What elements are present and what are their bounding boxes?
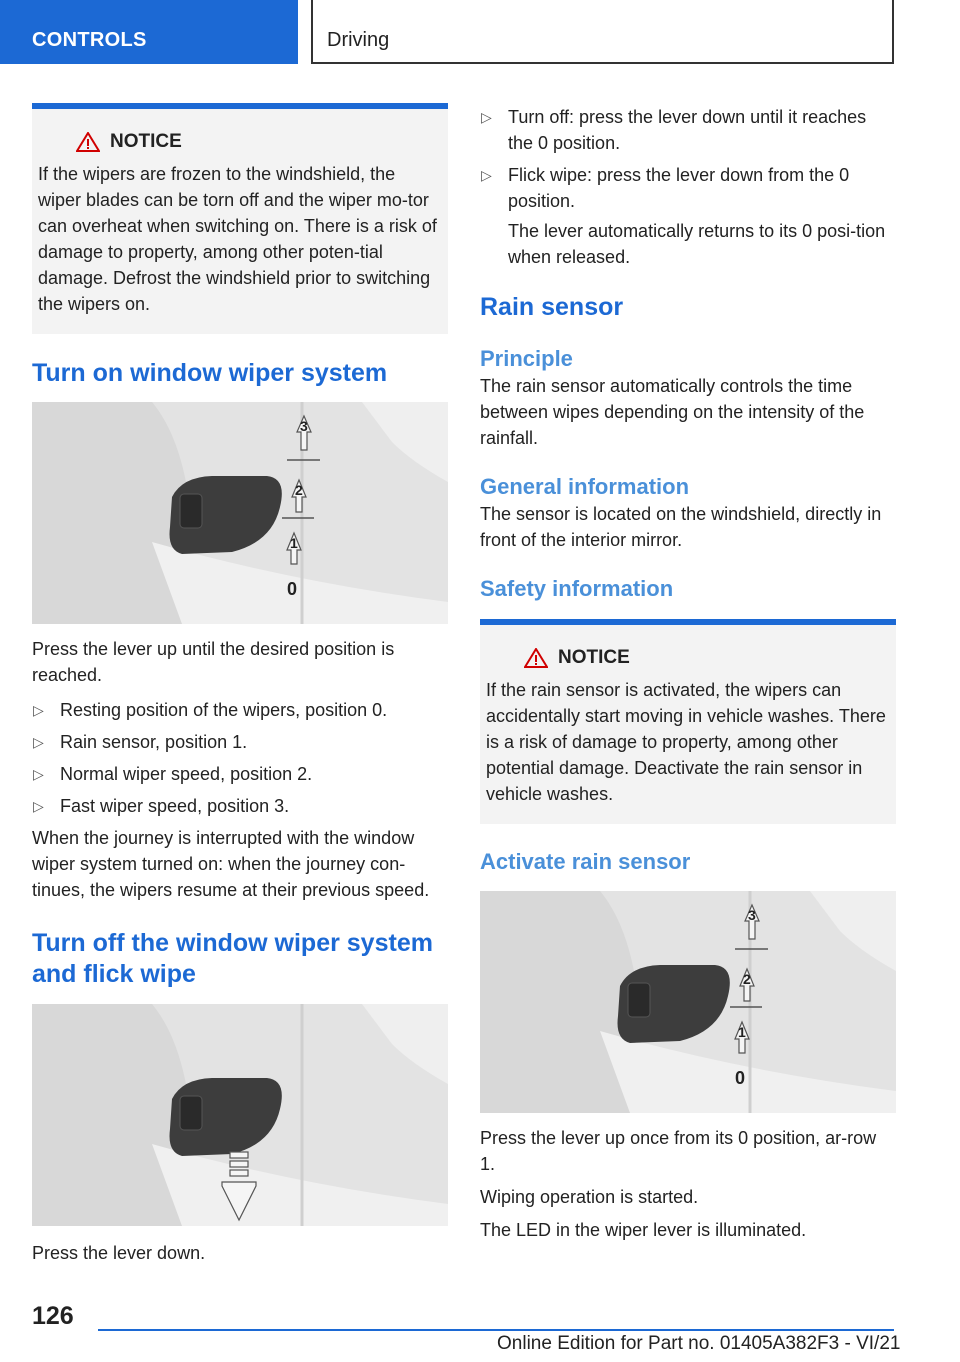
figure-wiper-lever-down bbox=[32, 1004, 448, 1226]
triangle-bullet-icon: ▷ bbox=[33, 734, 44, 750]
triangle-bullet-icon: ▷ bbox=[481, 109, 492, 125]
positions-list bbox=[32, 697, 448, 819]
heading-activate-rain-sensor: Activate rain sensor bbox=[480, 849, 691, 874]
right-column bbox=[480, 104, 896, 1243]
list-item: ▷ Resting position of the wipers, position 0. bbox=[32, 697, 448, 723]
triangle-bullet-icon: ▷ bbox=[33, 766, 44, 782]
fig3-label-1: 1 bbox=[738, 1024, 746, 1040]
left-column bbox=[32, 103, 448, 1266]
heading-safety-info: Safety information bbox=[480, 576, 674, 601]
header-section-tab bbox=[0, 0, 298, 64]
triangle-bullet-icon: ▷ bbox=[481, 167, 492, 183]
text-press-up: Press the lever up until the desired position is reached. bbox=[32, 639, 395, 685]
warning-icon bbox=[76, 132, 100, 152]
heading-turn-on: Turn on window wiper system bbox=[32, 359, 388, 387]
text-journey: When the journey is interrupted with the window wiper system turned on: when the journey con-tinues, the wipers resume at their previous speed. bbox=[32, 828, 430, 900]
wiper-lever-illustration bbox=[480, 891, 896, 1113]
list-item: ▷ Turn off: press the lever down until it reaches the 0 position. bbox=[480, 104, 896, 156]
fig1-label-2: 2 bbox=[295, 482, 303, 498]
heading-turn-off: Turn off the window wiper system and flick wipe bbox=[32, 929, 433, 988]
wiper-lever-down-illustration bbox=[32, 1004, 448, 1226]
notice-box-rain-sensor bbox=[480, 619, 896, 824]
fig1-label-0: 0 bbox=[287, 579, 298, 599]
footer-edition: Online Edition for Part no. 01405A382F3 - VI/21 bbox=[497, 1333, 901, 1354]
text-led: The LED in the wiper lever is illuminated. bbox=[480, 1220, 807, 1240]
heading-general-info: General information bbox=[480, 474, 690, 499]
notice-title: NOTICE bbox=[526, 647, 890, 669]
fig1-label-3: 3 bbox=[300, 418, 308, 434]
text-press-down: Press the lever down. bbox=[32, 1243, 206, 1263]
text-principle: The rain sensor automatically controls the time between wipes depending on the intensity of the rainfall. bbox=[480, 376, 865, 448]
wiper-lever-illustration bbox=[32, 402, 448, 624]
heading-rain-sensor: Rain sensor bbox=[480, 293, 624, 321]
list-item: ▷ Rain sensor, position 1. bbox=[32, 729, 448, 755]
list-item: ▷ Flick wipe: press the lever down from the 0 position. bbox=[480, 162, 896, 214]
list-item: ▷ Normal wiper speed, position 2. bbox=[32, 761, 448, 787]
triangle-bullet-icon: ▷ bbox=[33, 702, 44, 718]
text-press-once: Press the lever up once from its 0 position, ar-row 1. bbox=[480, 1128, 877, 1174]
heading-principle: Principle bbox=[480, 346, 573, 371]
warning-icon bbox=[524, 648, 548, 668]
notice-box-wipers bbox=[32, 103, 448, 334]
turn-off-list bbox=[480, 104, 896, 214]
notice-text: If the wipers are frozen to the windshield, the wiper blades can be torn off and the wiper mo-tor can overheat when switching on. There is a risk of damage to property, among other poten-tial damage. Defrost the windshield prior to switching the wipers on. bbox=[38, 164, 437, 314]
figure-activate-rain-sensor bbox=[480, 891, 896, 1113]
notice-title: NOTICE bbox=[78, 131, 442, 153]
footer-divider bbox=[98, 1329, 894, 1331]
fig3-label-2: 2 bbox=[743, 971, 751, 987]
page-number: 126 bbox=[32, 1302, 74, 1330]
header-chapter-label: Driving bbox=[327, 29, 390, 51]
text-lever-returns: The lever automatically returns to its 0 posi-tion when released. bbox=[508, 221, 886, 267]
text-general-info: The sensor is located on the windshield, directly in front of the interior mirror. bbox=[480, 504, 882, 550]
list-item: ▷ Fast wiper speed, position 3. bbox=[32, 793, 448, 819]
fig1-label-1: 1 bbox=[290, 535, 298, 551]
text-wiping-started: Wiping operation is started. bbox=[480, 1187, 699, 1207]
header-section-label: CONTROLS bbox=[32, 29, 147, 51]
figure-wiper-lever-up bbox=[32, 402, 448, 624]
header-chapter-box bbox=[311, 0, 894, 64]
notice-text: If the rain sensor is activated, the wipers can accidentally start moving in vehicle washes. There is a risk of damage to property, among other potential damage. Deactivate the rain sensor in vehicle washes. bbox=[486, 680, 886, 804]
fig3-label-3: 3 bbox=[748, 907, 756, 923]
fig3-label-0: 0 bbox=[735, 1068, 746, 1088]
triangle-bullet-icon: ▷ bbox=[33, 798, 44, 814]
